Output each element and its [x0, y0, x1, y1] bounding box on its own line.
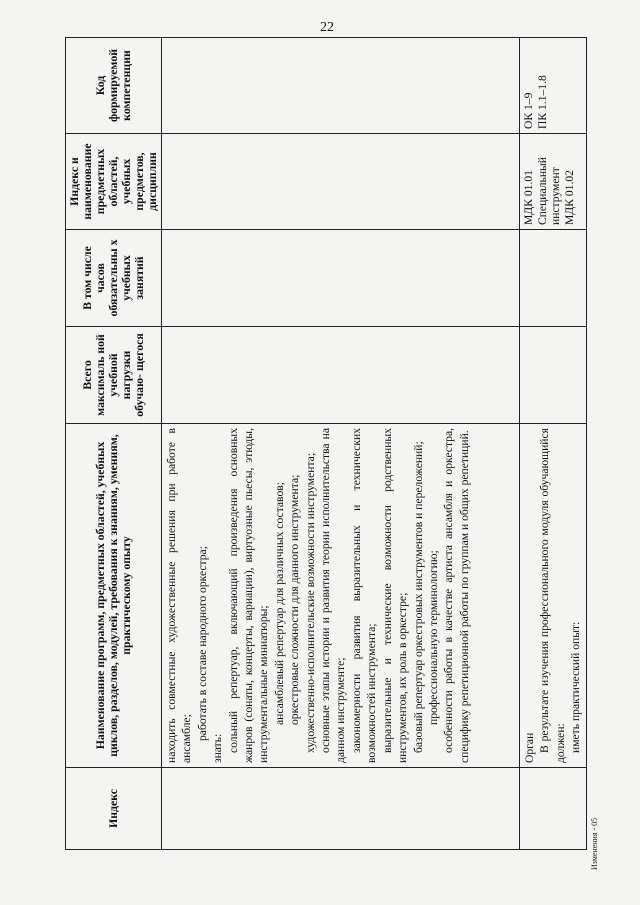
table-row	[520, 38, 587, 850]
requirement-line: основные этапы истории и развития теории исполнительства на данном инструменте;	[319, 428, 348, 763]
requirement-line: иметь практический опыт:	[569, 621, 583, 753]
page-number: 22	[320, 20, 334, 35]
requirement-line: В результате изучения профессионального модуля обучающийся должен:	[538, 428, 567, 763]
row1-competence-cell	[162, 38, 520, 134]
row2-obligatory-cell	[520, 230, 587, 327]
header-total: Всего максималь ной учебной нагрузки обучаю- щегося	[66, 327, 162, 424]
competence-line: ПК 1.1–1.8	[535, 75, 549, 129]
header-obligatory: В том числе часов обязательны х учебных занятий	[66, 230, 162, 327]
row1-name-cell	[162, 424, 520, 768]
row1-obligatory-cell	[162, 230, 520, 327]
table-header-row	[66, 38, 162, 850]
footer-note: Изменения - 05	[590, 817, 599, 870]
requirement-line: выразительные и технические возможности родственных инструментов, их роль в оркестре;	[380, 428, 410, 763]
requirement-line: знать:	[211, 733, 225, 763]
header-discipline: Индекс и наименование предметных областей, учебных предметов, дисциплин	[66, 134, 162, 230]
curriculum-table	[65, 37, 587, 850]
requirement-line: находить совместные художественные решения при работе в ансамбле;	[165, 428, 194, 763]
row2-index-cell	[520, 768, 587, 850]
requirement-line: Орган	[523, 732, 536, 763]
requirement-line: работать в составе народного оркестра;	[195, 546, 209, 741]
rotated-table-container	[65, 38, 583, 850]
requirement-line: сольный репертуар, включающий произведения основных жанров (сонаты, концерты, вариации), виртуозные пьесы, этюды, инструментальные миниатюры;	[226, 428, 271, 763]
competence-line: ОК 1–9	[522, 92, 535, 129]
row1-discipline-cell	[162, 134, 520, 230]
requirement-line: оркестровые сложности для данного инструмента;	[288, 474, 302, 725]
row2-name-cell	[520, 424, 587, 768]
row2-discipline-cell	[520, 134, 587, 230]
row2-total-cell	[520, 327, 587, 424]
discipline-line: МДК 01.02	[562, 170, 576, 225]
discipline-line: МДК 01.01	[522, 170, 535, 225]
row1-total-cell	[162, 327, 520, 424]
requirement-line: профессиональную терминологию;	[426, 550, 440, 725]
requirement-line: закономерности развития выразительных и технических возможностей инструмента;	[349, 428, 379, 763]
header-index: Индекс	[66, 768, 162, 850]
row2-competence-cell	[520, 38, 587, 134]
requirement-line: ансамблевый репертуар для различных составов;	[272, 482, 286, 725]
discipline-line: Специальный инструмент	[535, 156, 562, 225]
requirement-line: базовый репертуар оркестровых инструментов и переложений;	[411, 441, 425, 753]
row1-index-cell	[162, 768, 520, 850]
requirement-line: художественно-исполнительские возможности инструмента;	[303, 452, 317, 753]
table-row	[162, 38, 520, 850]
header-competence: Код формируемой компетенции	[66, 38, 162, 134]
requirement-line: особенности работы в качестве артиста ансамбля и оркестра, специфику репетиционной работы по группам и общих репетиций.	[442, 428, 471, 763]
header-name: Наименование программ, предметных областей, учебных циклов, разделов, модулей, требования к знаниям, умениям, практическому опыту	[66, 424, 162, 768]
